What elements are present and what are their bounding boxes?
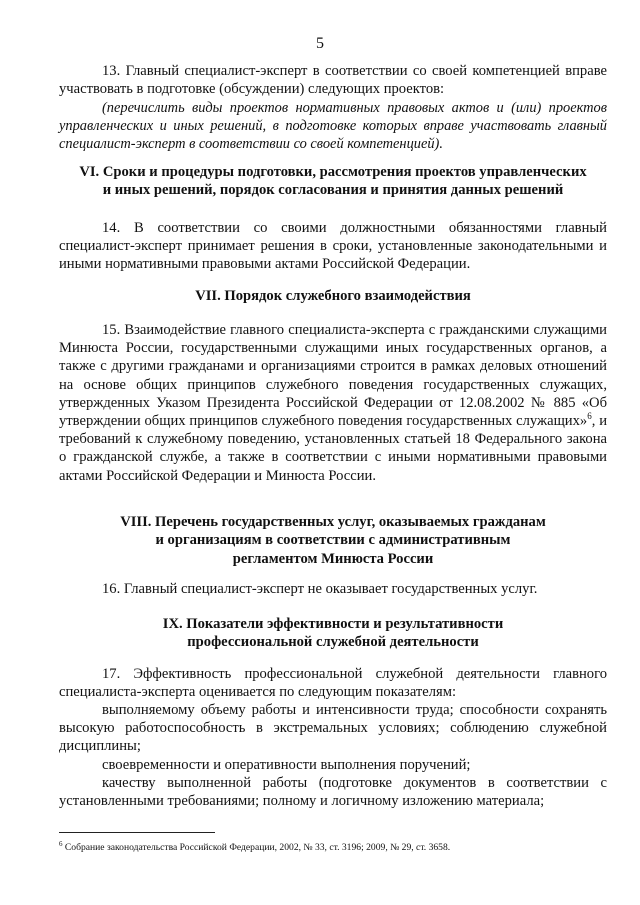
section-9-heading-line2: профессиональной служебной деятельности (187, 634, 479, 651)
section-8-heading (59, 513, 607, 568)
footnote-6 (59, 839, 619, 854)
paragraph-13-note: (перечислить виды проектов нормативных правовых актов и (или) проектов управленческих и иных решений, в подготовке которых вправе участвовать главный специалист-эксперт в соответствии со своей компетенцией). (59, 100, 607, 153)
paragraph-14: 14. В соответствии со своими должностными обязанностями главный специалист-эксперт принимает решения в сроки, установленные законодательными и иными нормативными правовыми актами Российской Федерации. (59, 220, 607, 273)
section-6-heading (59, 163, 607, 200)
section-8-heading-line3: регламентом Минюста России (232, 550, 434, 567)
section-6-heading-line2: и иных решений, порядок согласования и принятия данных решений (102, 182, 564, 199)
footnote-ref-6: 6 (587, 411, 592, 422)
paragraph-17: 17. Эффективность профессиональной служебной деятельности главного специалиста-эксперта оценивается по следующим показателям: (59, 666, 607, 701)
footnote-text: Собрание законодательства Российской Федерации, 2002, № 33, ст. 3196; 2009, № 29, ст. 3658. (62, 842, 451, 853)
section-9-heading-line1: IX. Показатели эффективности и результативности (162, 616, 504, 632)
section-8-heading-line1: VIII. Перечень государственных услуг, оказываемых гражданам (120, 514, 546, 530)
indicator-item-1: выполняемому объему работы и интенсивности труда; способности сохранять высокую работоспособность в экстремальных условиях; соблюдению служебной дисциплины; (59, 702, 607, 755)
paragraph-16: 16. Главный специалист-эксперт не оказывает государственных услуг. (102, 581, 538, 597)
paragraph-15-part2: , и требований к служебному поведению, установленных статьей 18 Федерального закона о гражданской службе, а также в соответствии с иными нормативными правовыми актами Российской Федерации и Минюста России. (59, 413, 608, 484)
page-number: 5 (316, 35, 324, 52)
section-7-heading: VII. Порядок служебного взаимодействия (195, 288, 471, 304)
footnote-marker: 6 (59, 839, 63, 848)
indicator-item-2: своевременности и оперативности выполнения поручений; (102, 757, 471, 773)
footnote-separator (59, 832, 215, 833)
paragraph-15 (59, 321, 607, 485)
indicator-item-3: качеству выполненной работы (подготовке документов в соответствии с установленными требованиями; полному и логичному изложению материала; (59, 775, 607, 810)
section-9-heading (59, 615, 607, 652)
paragraph-13: 13. Главный специалист-эксперт в соответствии со своей компетенцией вправе участвовать в подготовке (обсуждении) следующих проектов: (59, 63, 607, 98)
section-6-heading-line1: VI. Сроки и процедуры подготовки, рассмотрения проектов управленческих (79, 164, 587, 180)
section-8-heading-line2: и организациям в соответствии с административным (155, 532, 511, 549)
paragraph-15-part1: 15. Взаимодействие главного специалиста-эксперта с гражданскими служащими Минюста России, государственными служащими иных государственных органов, а также с другими гражданами и организациями строится в рамках деловых отношений на основе общих принципов служебного поведения государственных служащих, утвержденных Указом Президента Российской Федерации от 12.08.2002 № 885 «Об утверждении общих принципов служебного поведения государственных служащих» (59, 322, 607, 430)
